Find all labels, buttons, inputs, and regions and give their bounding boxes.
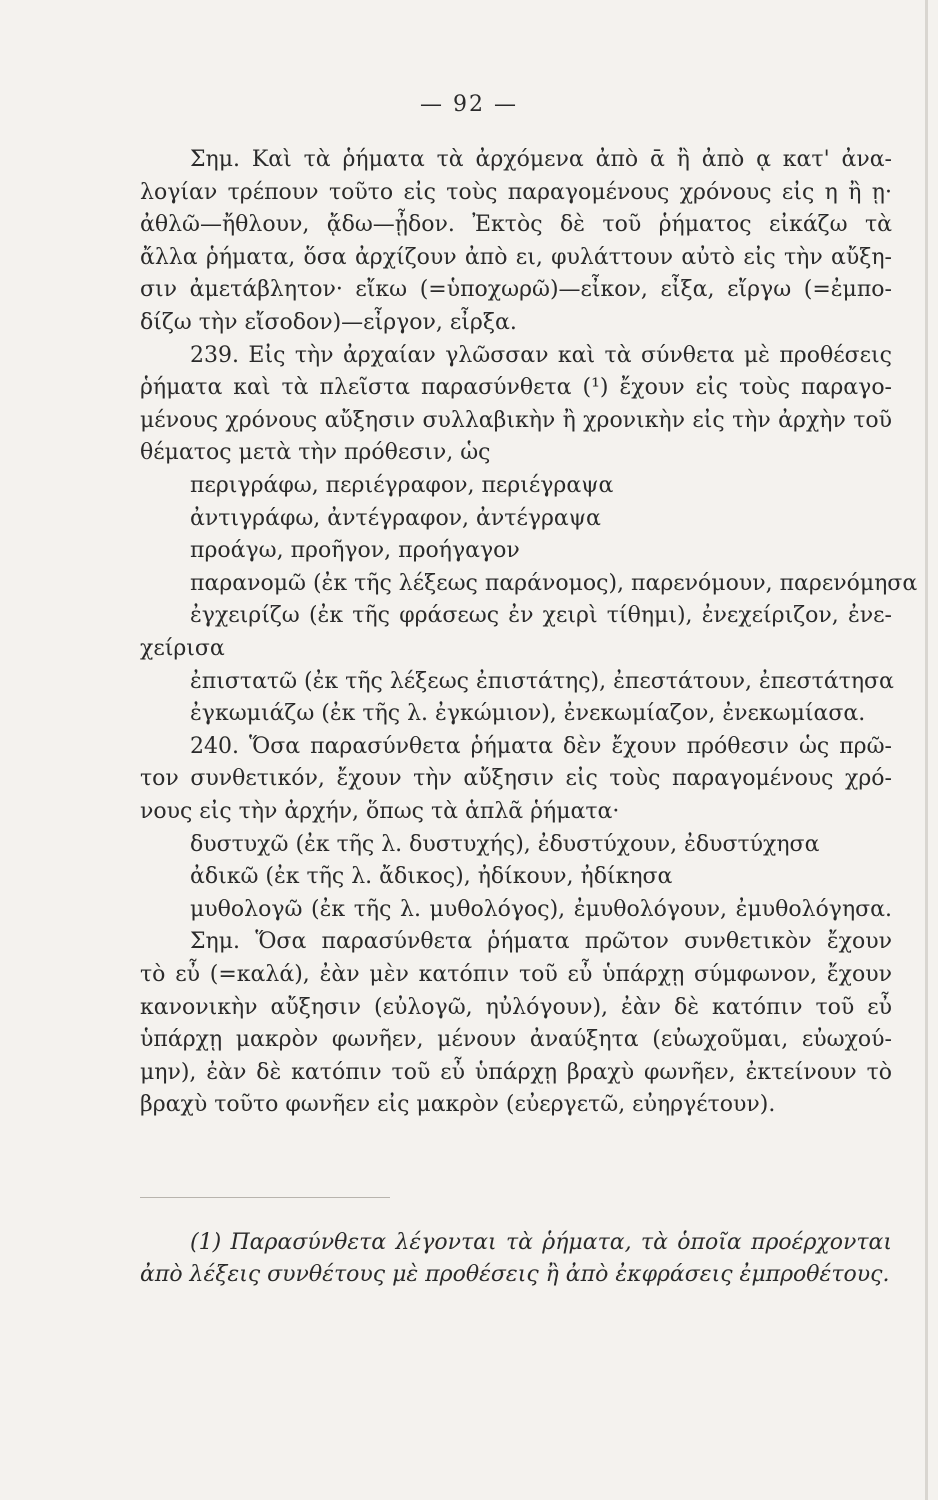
- text-line: περιγράφω, περιέγραφον, περιέγραψα: [190, 473, 614, 498]
- page-edge: [925, 0, 928, 1500]
- text-line: μην), ἐὰν δὲ κατόπιν τοῦ εὖ ὑπάρχῃ βραχὺ φωνῆεν, ἐκτείνουν τὸ: [140, 1059, 892, 1085]
- text-line: μένους χρόνους αὔξησιν συλλαβικὴν ἢ χρονικὴν εἰς τὴν ἀρχὴν τοῦ: [140, 407, 892, 433]
- text-line: ἄλλα ῥήματα, ὅσα ἀρχίζουν ἀπὸ ει, φυλάττουν αὐτὸ εἰς τὴν αὔξη-: [140, 244, 892, 270]
- footnote-rule: [140, 1197, 390, 1198]
- text-line: ἀδικῶ (ἐκ τῆς λ. ἄδικος), ἠδίκουν, ἠδίκησα: [190, 864, 673, 890]
- text-line: χείρισα: [140, 636, 225, 661]
- text-line: τον συνθετικόν, ἔχουν τὴν αὔξησιν εἰς τοὺς παραγομένους χρό-: [140, 766, 892, 792]
- text-line: ὑπάρχῃ μακρὸν φωνῆεν, μένουν ἀναύξητα (εὐωχοῦμαι, εὐωχού-: [140, 1027, 892, 1053]
- page-number: — 92 —: [420, 92, 518, 117]
- text-line: ἐπιστατῶ (ἐκ τῆς λέξεως ἐπιστάτης), ἐπεστάτουν, ἐπεστάτησα: [190, 668, 894, 694]
- text-line: κανονικὴν αὔξησιν (εὐλογῶ, ηὐλόγουν), ἐὰν δὲ κατόπιν τοῦ εὖ: [140, 994, 892, 1020]
- text-line: ἀθλῶ—ἤθλουν, ᾄδω—ᾖδον. Ἐκτὸς δὲ τοῦ ῥήματος εἰκάζω τὰ: [140, 212, 892, 238]
- text-line: ῥήματα καὶ τὰ πλεῖστα παρασύνθετα (¹) ἔχουν εἰς τοὺς παραγο-: [140, 375, 892, 401]
- text-line: Σημ. Καὶ τὰ ῥήματα τὰ ἀρχόμενα ἀπὸ ᾱ ἢ ἀπὸ ᾳ κατ' ἀνα-: [190, 147, 892, 172]
- footnote-line: ἀπὸ λέξεις συνθέτους μὲ προθέσεις ἢ ἀπὸ ἐκφράσεις ἐμπροθέτους.: [140, 1262, 890, 1287]
- text-line: ἐγκωμιάζω (ἐκ τῆς λ. ἐγκώμιον), ἐνεκωμίαζον, ἐνεκωμίασα.: [190, 701, 866, 727]
- text-line: παρανομῶ (ἐκ τῆς λέξεως παράνομος), παρενόμουν, παρενόμησα: [190, 570, 918, 596]
- text-line: Σημ. Ὅσα παρασύνθετα ῥήματα πρῶτον συνθετικὸν ἔχουν: [190, 929, 892, 955]
- text-line: δίζω τὴν εἴσοδον)—εἶργον, εἶρξα.: [140, 310, 517, 335]
- text-line: ἀντιγράφω, ἀντέγραφον, ἀντέγραψα: [190, 505, 601, 531]
- footnote-line: (1) Παρασύνθετα λέγονται τὰ ῥήματα, τὰ ὁποῖα προέρχονται: [190, 1230, 892, 1255]
- text-line: 239. Εἰς τὴν ἀρχαίαν γλῶσσαν καὶ τὰ σύνθετα μὲ προθέσεις: [190, 342, 892, 368]
- text-line: μυθολογῶ (ἐκ τῆς λ. μυθολόγος), ἐμυθολόγουν, ἐμυθολόγησα.: [190, 896, 892, 922]
- text-line: βραχὺ τοῦτο φωνῆεν εἰς μακρὸν (εὐεργετῶ, εὐηργέτουν).: [140, 1092, 776, 1118]
- text-line: τὸ εὖ (=καλά), ἐὰν μὲν κατόπιν τοῦ εὖ ὑπάρχῃ σύμφωνον, ἔχουν: [140, 962, 892, 987]
- text-line: ἐγχειρίζω (ἐκ τῆς φράσεως ἐν χειρὶ τίθημι), ἐνεχείριζον, ἐνε-: [190, 603, 892, 629]
- text-line: σιν ἀμετάβλητον· εἴκω (=ὑποχωρῶ)—εἶκον, εἶξα, εἴργω (=ἐμπο-: [140, 277, 892, 303]
- text-line: νους εἰς τὴν ἀρχήν, ὅπως τὰ ἁπλᾶ ῥήματα·: [140, 799, 620, 824]
- text-line: λογίαν τρέπουν τοῦτο εἰς τοὺς παραγομένους χρόνους εἰς η ἢ ῃ·: [140, 179, 892, 205]
- text-line: θέματος μετὰ τὴν πρόθεσιν, ὡς: [140, 440, 491, 466]
- text-line: προάγω, προῆγον, προήγαγον: [190, 538, 520, 564]
- text-line: δυστυχῶ (ἐκ τῆς λ. δυστυχής), ἐδυστύχουν, ἐδυστύχησα: [190, 831, 820, 857]
- text-line: 240. Ὅσα παρασύνθετα ῥήματα δὲν ἔχουν πρόθεσιν ὡς πρῶ-: [190, 733, 892, 759]
